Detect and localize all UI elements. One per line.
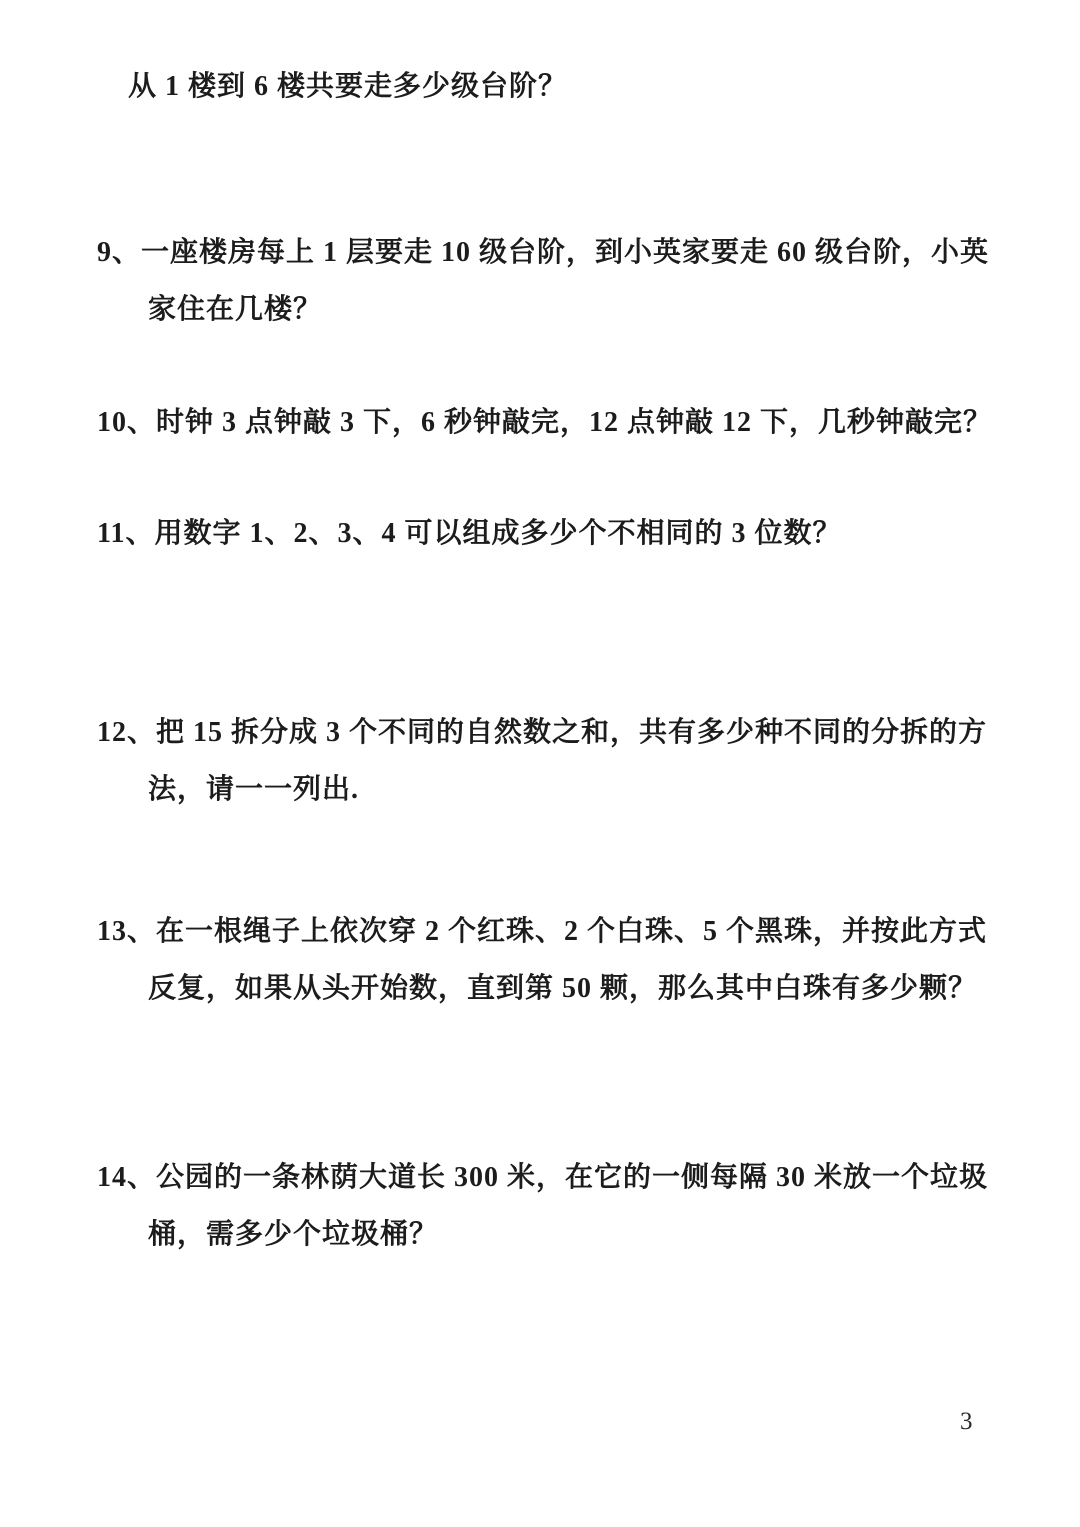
page-number: 3 (960, 1408, 973, 1435)
question-10-text: 时钟 3 点钟敲 3 下，6 秒钟敲完，12 点钟敲 12 下，几秒钟敲完？ (156, 407, 993, 438)
question-14 (97, 1149, 999, 1263)
question-8-continuation-text: 从 1 楼到 6 楼共要走多少级台阶？ (128, 71, 568, 102)
question-9-number: 9、 (97, 237, 142, 268)
question-9 (97, 224, 999, 338)
question-13-text: 在一根绳子上依次穿 2 个红珠、2 个白珠、5 个黑珠，并按此方式反复，如果从头开始数，直到第 50 颗，那么其中白珠有多少颗？ (148, 916, 988, 1004)
question-13-number: 13、 (97, 916, 157, 947)
question-12 (97, 704, 999, 818)
question-14-text: 公园的一条林荫大道长 300 米，在它的一侧每隔 30 米放一个垃圾桶，需多少个垃圾桶？ (148, 1162, 989, 1250)
question-9-text: 一座楼房每上 1 层要走 10 级台阶，到小英家要走 60 级台阶，小英家住在几楼？ (141, 237, 990, 325)
question-11-text: 用数字 1、2、3、4 可以组成多少个不相同的 3 位数？ (154, 518, 842, 549)
question-10-number: 10、 (97, 407, 157, 438)
question-11 (97, 505, 999, 562)
question-13 (97, 903, 999, 1017)
question-12-number: 12、 (97, 717, 157, 748)
question-11-number: 11、 (97, 518, 155, 549)
question-14-number: 14、 (97, 1162, 157, 1193)
question-10 (97, 394, 999, 451)
question-12-text: 把 15 拆分成 3 个不同的自然数之和，共有多少种不同的分拆的方法，请一一列出. (148, 717, 988, 805)
